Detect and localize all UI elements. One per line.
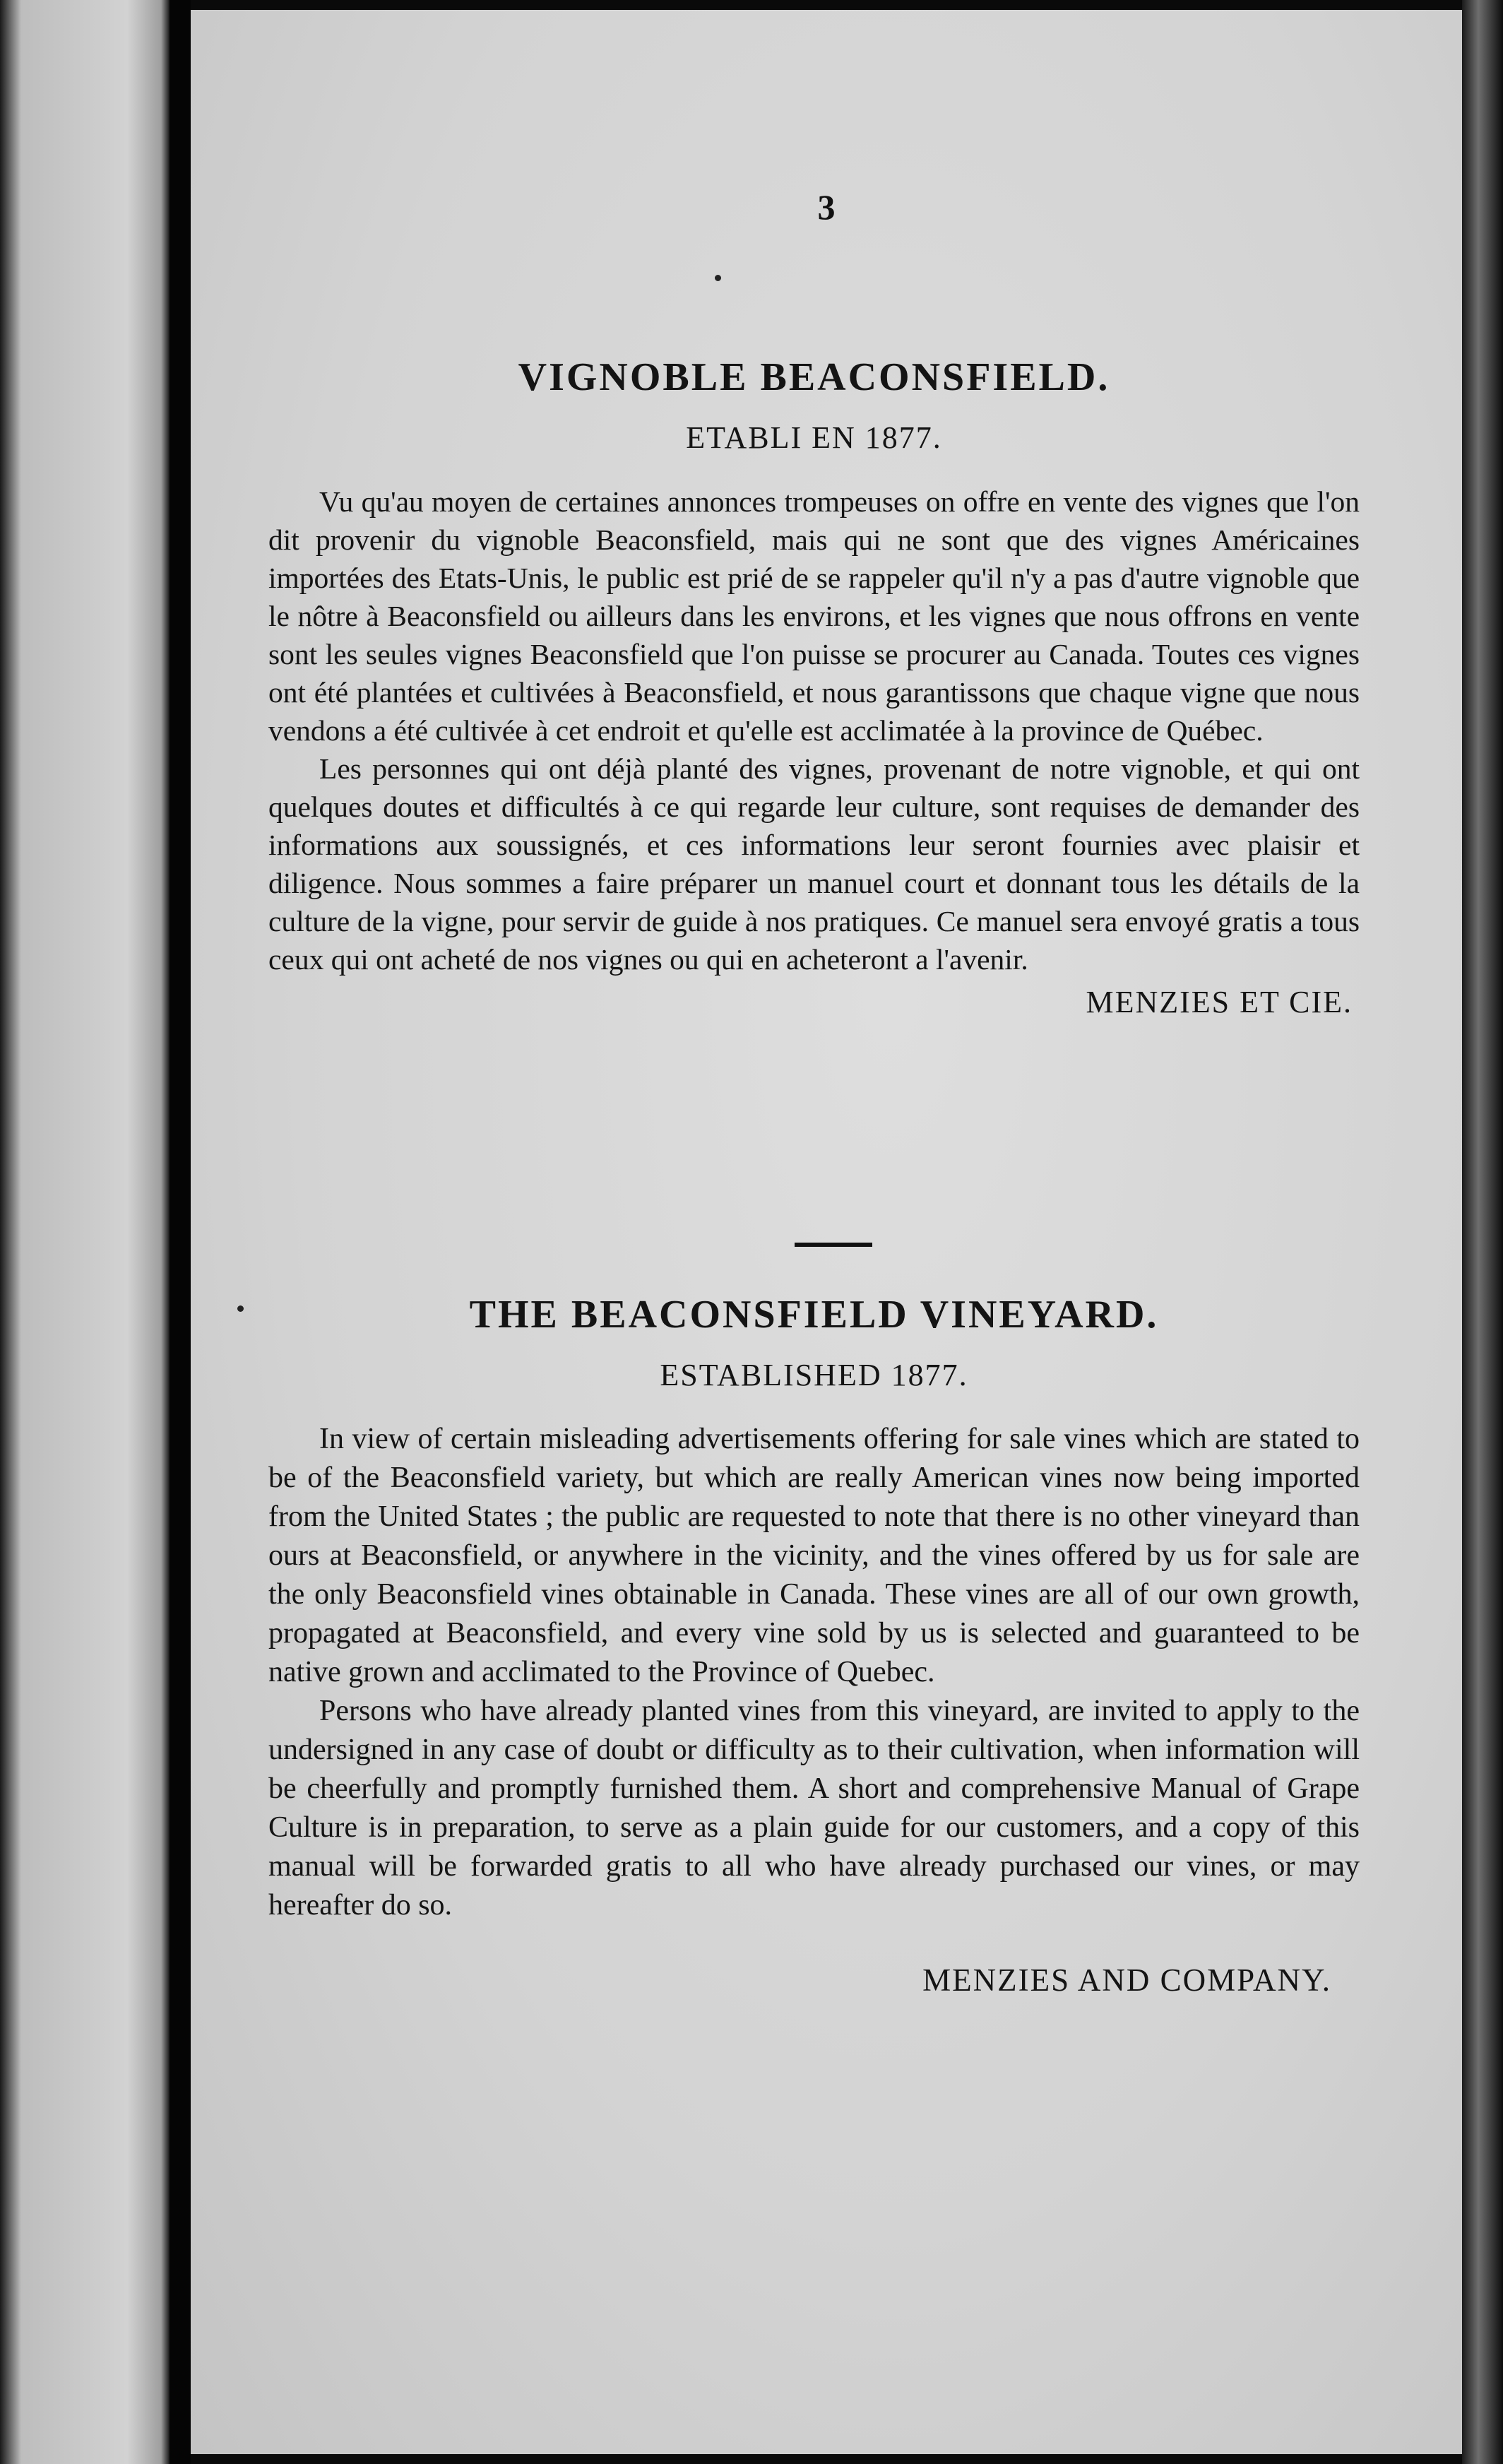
english-notice xyxy=(268,1292,1360,1998)
french-notice xyxy=(268,355,1360,1020)
right-page-edge xyxy=(1462,0,1503,2464)
english-subtitle: ESTABLISHED 1877. xyxy=(660,1358,968,1392)
section-divider xyxy=(795,1243,872,1247)
french-paragraph-1: Vu qu'au moyen de certaines annonces trompeuses on offre en vente des vignes que l'on dit provenir du vignoble Beaconsfield, mais qui ne sont que des vignes Américaines importées des Etats-Unis, le public est prié de se rappeler qu'il n'y a pas d'autre vignoble que le nôtre à Beaconsfield ou ailleurs dans les environs, et les vignes que nous offrons en vente sont les seules vignes Beaconsfield que l'on puisse se procurer au Canada. Toutes ces vignes ont été plantées et cultivées à Beaconsfield, et nous garantissons que chaque vigne que nous vendons a été cultivée à cet endroit et qu'elle est acclimatée à la province de Québec. xyxy=(268,485,1360,747)
facing-page-edge xyxy=(0,0,170,2464)
french-paragraph-2: Les personnes qui ont déjà planté des vignes, provenant de notre vignoble, et qui ont quelques doutes et difficultés à ce qui regarde leur culture, sont requises de demander des informations aux soussignés, et ces informations leur seront fournies avec plaisir et diligence. Nous sommes a faire préparer un manuel court et donnant tous les détails de la culture de la vigne, pour servir de guide à nos pratiques. Ce manuel sera envoyé gratis a tous ceux qui ont acheté de nos vignes ou qui en acheteront a l'avenir. xyxy=(268,752,1360,976)
english-title: THE BEACONSFIELD VINEYARD. xyxy=(469,1293,1159,1337)
french-signature: MENZIES ET CIE. xyxy=(1086,985,1353,1019)
english-paragraph-1: In view of certain misleading advertisements offering for sale vines which are stated to be of the Beaconsfield variety, but which are really American vines now being imported from the United States ; the public are requested to note that there is no other vineyard than ours at Beaconsfield, or anywhere in the vicinity, and the vines offered by us for sale are the only Beaconsfield vines obtainable in Canada. These vines are all of our own growth, propagated at Beaconsfield, and every vine sold by us is selected and guaranteed to be native grown and acclimated to the Province of Quebec. xyxy=(268,1423,1360,1688)
french-subtitle: ETABLI EN 1877. xyxy=(686,420,942,455)
page-number: 3 xyxy=(817,187,836,227)
french-title: VIGNOBLE BEACONSFIELD. xyxy=(518,355,1110,399)
ink-speck xyxy=(237,1305,244,1312)
book-gutter xyxy=(170,0,191,2464)
english-signature: MENZIES AND COMPANY. xyxy=(922,1962,1331,1998)
english-paragraph-2: Persons who have already planted vines from this vineyard, are invited to apply to the undersigned in any case of doubt or difficulty as to their cultivation, when information will be cheerfully and promptly furnished them. A short and comprehensive Manual of Grape Culture is in preparation, to serve as a plain guide for our customers, and a copy of this manual will be forwarded gratis to all who have already purchased our vines, or may hereafter do so. xyxy=(268,1695,1360,1921)
document-page xyxy=(191,10,1462,2454)
ink-speck xyxy=(715,275,721,281)
